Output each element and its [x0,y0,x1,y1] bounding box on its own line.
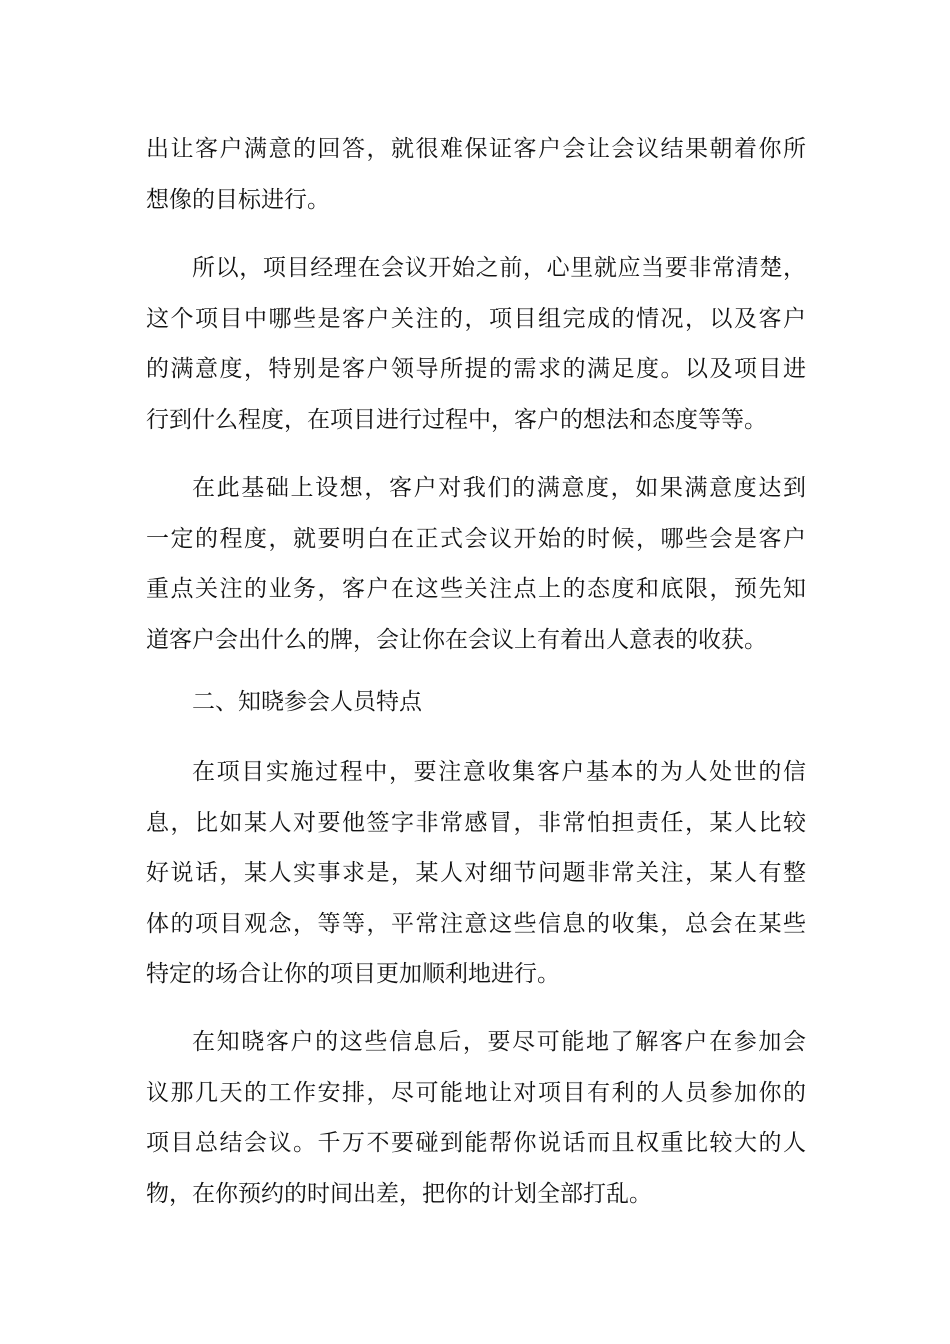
paragraph-line: 在项目实施过程中，要注意收集客户基本的为人处世的信 [192,759,806,785]
section-heading [146,677,806,728]
paragraph-line: 重点关注的业务，客户在这些关注点上的态度和底限，预先知 [146,576,806,602]
paragraph-continuation [146,124,806,225]
paragraph-line: 物，在你预约的时间出差，把你的计划全部打乱。 [146,1180,652,1207]
paragraph-line: 息，比如某人对要他签字非常感冒，非常怕担责任，某人比较 [146,809,806,836]
paragraph-line: 这个项目中哪些是客户关注的，项目组完成的情况，以及客户 [146,305,806,332]
paragraph-line: 项目总结会议。千万不要碰到能帮你说话而且权重比较大的人 [146,1130,806,1156]
paragraph-line: 好说话，某人实事求是，某人对细节问题非常关注，某人有整 [146,860,806,886]
paragraph-line: 在知晓客户的这些信息后，要尽可能地了解客户在参加会 [192,1029,806,1055]
paragraph-line: 道客户会出什么的牌，会让你在会议上有着出人意表的收获。 [146,626,767,653]
paragraph-meeting-schedule [146,1017,806,1219]
paragraph-line: 想像的目标进行。 [146,186,330,213]
paragraph-line: 特定的场合让你的项目更加顺利地进行。 [146,961,560,987]
paragraph-customer-satisfaction [146,463,806,665]
section-heading-text: 二、知晓参会人员特点 [192,689,422,715]
paragraph-line: 行到什么程度，在项目进行过程中，客户的想法和态度等等。 [146,406,767,433]
paragraph-project-manager-preparation [146,243,806,445]
paragraph-line: 出让客户满意的回答，就很难保证客户会让会议结果朝着你所 [146,136,806,162]
paragraph-collect-customer-info [146,747,806,1000]
paragraph-line: 在此基础上设想，客户对我们的满意度，如果满意度达到 [192,475,806,501]
paragraph-line: 体的项目观念，等等，平常注意这些信息的收集，总会在某些 [146,910,806,937]
paragraph-line: 所以，项目经理在会议开始之前，心里就应当要非常清楚， [192,255,806,281]
paragraph-line: 一定的程度，就要明白在正式会议开始的时候，哪些会是客户 [146,525,806,552]
paragraph-line: 议那几天的工作安排，尽可能地让对项目有利的人员参加你的 [146,1079,806,1106]
paragraph-line: 的满意度，特别是客户领导所提的需求的满足度。以及项目进 [146,356,806,382]
